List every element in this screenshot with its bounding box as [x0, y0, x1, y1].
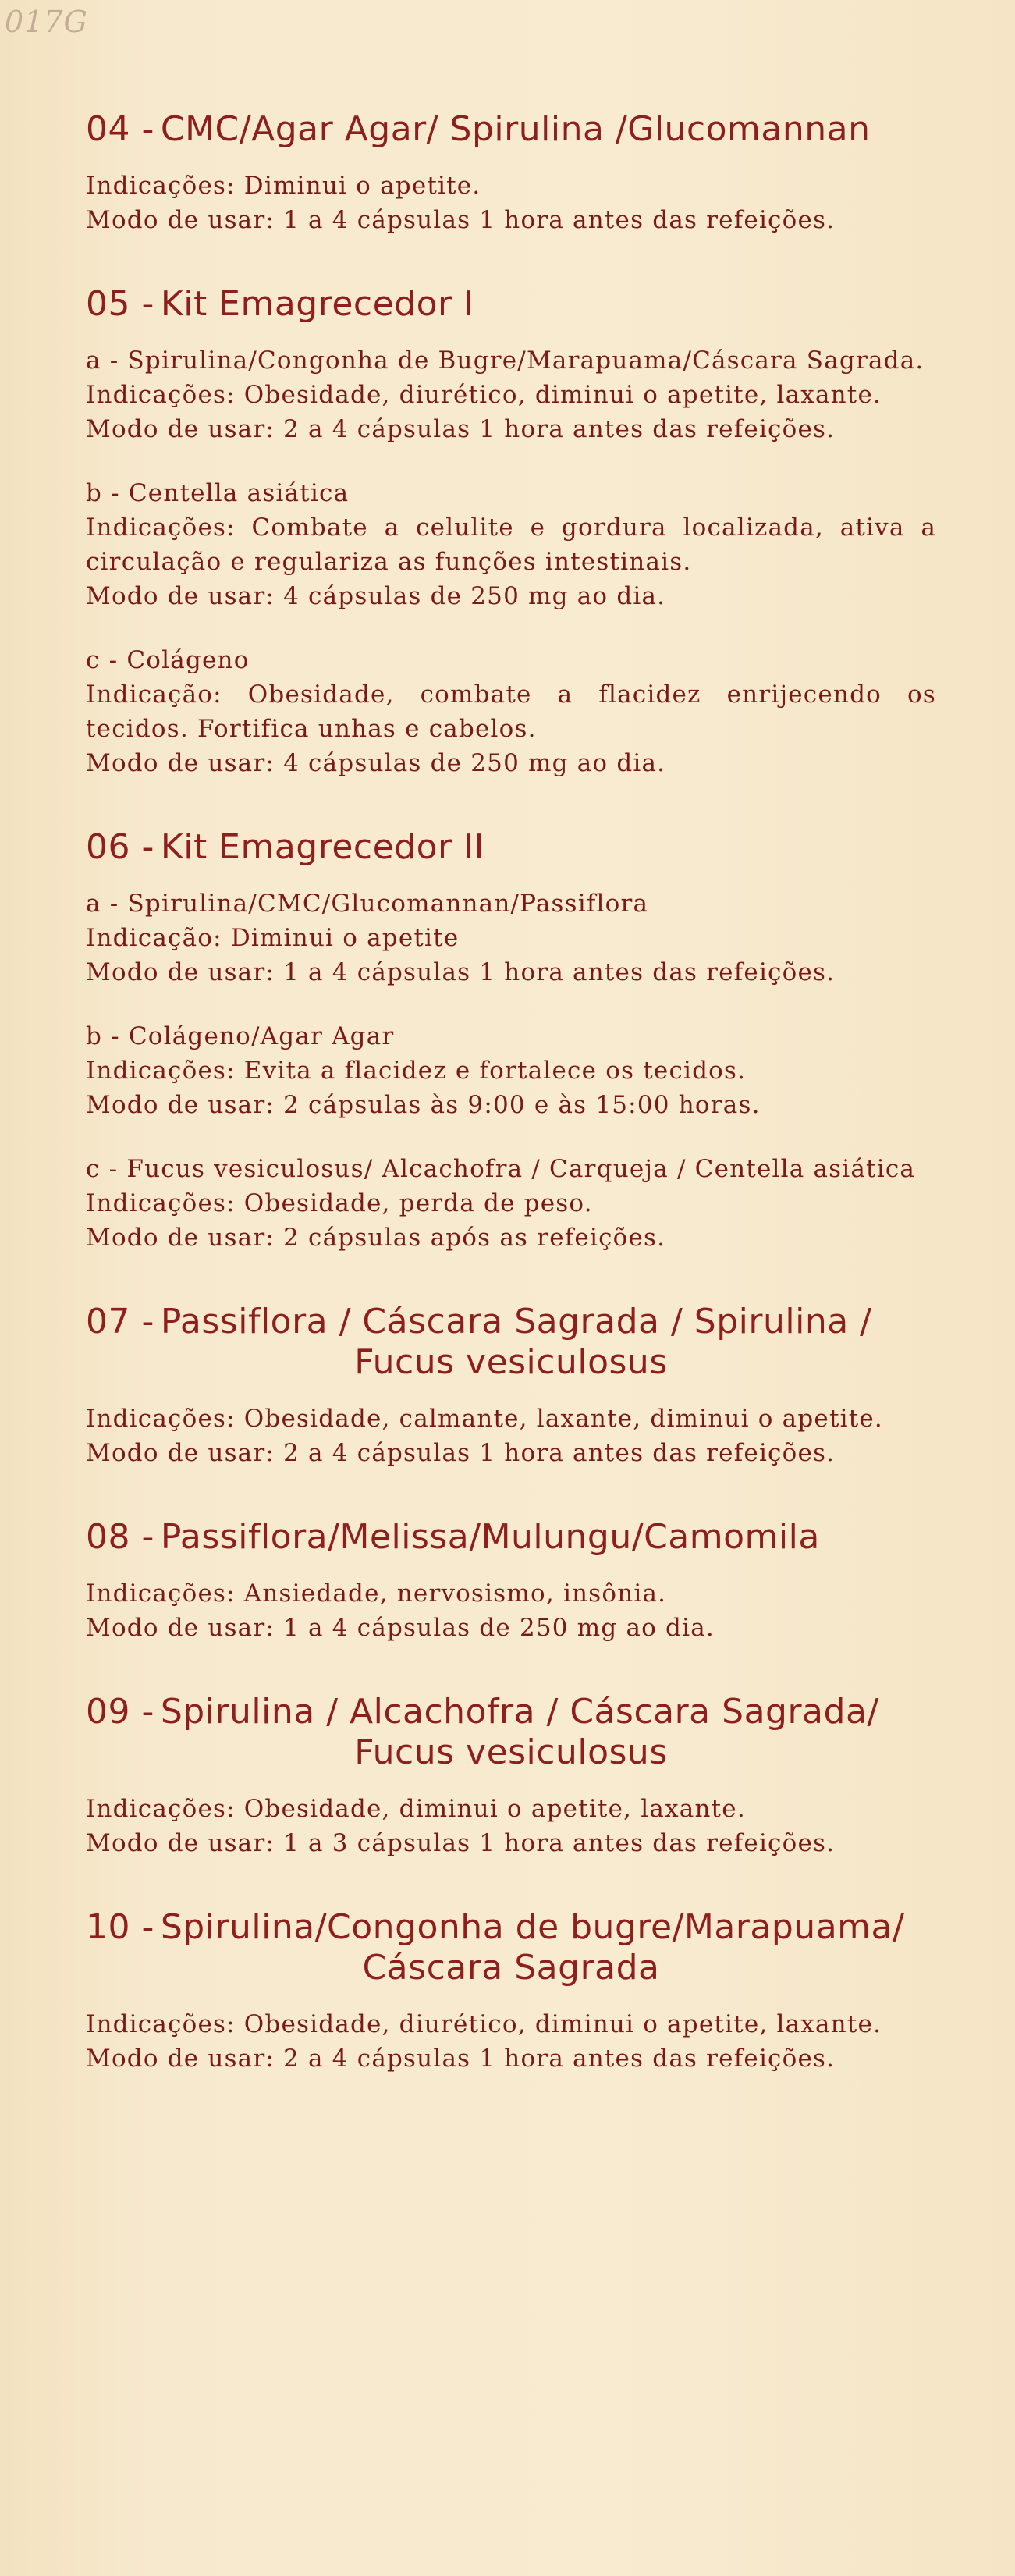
indications-text: Indicações: Obesidade, diurético, diminui o apetite, laxante. — [86, 2010, 882, 2038]
usage-text: Modo de usar: 1 a 3 cápsulas 1 hora antes das refeições. — [86, 1829, 836, 1857]
product-section — [86, 1302, 936, 1470]
product-entry — [86, 2007, 936, 2076]
section-number: 10 - — [86, 1907, 154, 1947]
item-letter: c - — [86, 1155, 119, 1183]
section-number: 05 - — [86, 284, 154, 324]
section-heading — [86, 1302, 936, 1383]
product-entry — [86, 643, 936, 780]
indications-text: Indicações: Diminui o apetite. — [86, 172, 481, 200]
usage-text: Modo de usar: 2 a 4 cápsulas 1 hora antes das refeições. — [86, 1439, 836, 1467]
usage-text: Modo de usar: 2 cápsulas às 9:00 e às 15:00 horas. — [86, 1091, 761, 1119]
indications-text: Indicação: Obesidade, combate a flacidez enrijecendo os tecidos. Fortifica unhas e cabelos. — [86, 680, 936, 743]
product-entry — [86, 1152, 936, 1255]
section-title: Spirulina/Congonha de bugre/Marapuama/ — [160, 1907, 905, 1947]
usage-text: Modo de usar: 2 a 4 cápsulas 1 hora antes das refeições. — [86, 2045, 836, 2073]
section-title: CMC/Agar Agar/ Spirulina /Glucomannan — [160, 109, 871, 149]
item-letter: b - — [86, 1022, 120, 1050]
indications-text: Indicações: Ansiedade, nervosismo, insônia. — [86, 1579, 667, 1608]
section-heading — [86, 284, 936, 325]
section-title-line2: Cáscara Sagrada — [362, 1948, 660, 1988]
product-entry — [86, 1576, 936, 1645]
product-list — [86, 109, 936, 2123]
indications-text: Indicações: Obesidade, diminui o apetite, laxante. — [86, 1795, 746, 1823]
indications-text: Indicações: Combate a celulite e gordura localizada, ativa a circulação e regulariza as funções intestinais. — [86, 513, 936, 576]
product-section — [86, 1907, 936, 2076]
product-entry — [86, 1402, 936, 1470]
section-title: Passiflora/Melissa/Mulungu/Camomila — [160, 1517, 820, 1557]
handwritten-note: 017G — [5, 5, 88, 39]
product-name-line — [86, 886, 936, 921]
product-name-line — [86, 643, 936, 677]
section-title: Kit Emagrecedor II — [160, 827, 485, 867]
item-letter: a - — [86, 346, 119, 375]
section-heading — [86, 1907, 936, 1988]
product-section — [86, 1517, 936, 1645]
section-number: 09 - — [86, 1692, 154, 1732]
product-name: Fucus vesiculosus/ Alcachofra / Carqueja / Centella asiática — [126, 1155, 916, 1183]
product-name-line — [86, 1152, 936, 1186]
section-heading — [86, 109, 936, 150]
section-title: Spirulina / Alcachofra / Cáscara Sagrada/ — [160, 1692, 879, 1732]
section-heading — [86, 1692, 936, 1773]
item-letter: c - — [86, 646, 119, 674]
product-name: Spirulina/CMC/Glucomannan/Passiflora — [127, 890, 649, 918]
section-number: 08 - — [86, 1517, 154, 1557]
product-name: Colágeno — [126, 646, 250, 674]
section-title-line2: Fucus vesiculosus — [354, 1732, 668, 1772]
product-entry — [86, 169, 936, 237]
product-entry — [86, 886, 936, 990]
product-section — [86, 284, 936, 780]
usage-text: Modo de usar: 1 a 4 cápsulas de 250 mg ao dia. — [86, 1614, 715, 1642]
usage-text: Modo de usar: 1 a 4 cápsulas 1 hora antes das refeições. — [86, 206, 836, 234]
product-entry — [86, 343, 936, 446]
product-entry — [86, 1019, 936, 1122]
product-entry — [86, 476, 936, 613]
product-name-line — [86, 476, 936, 510]
section-number: 06 - — [86, 827, 154, 867]
indications-text: Indicações: Evita a flacidez e fortalece os tecidos. — [86, 1057, 747, 1085]
indications-text: Indicação: Diminui o apetite — [86, 924, 460, 952]
section-number: 04 - — [86, 109, 154, 149]
usage-text: Modo de usar: 4 cápsulas de 250 mg ao dia. — [86, 582, 666, 610]
section-heading — [86, 827, 936, 868]
product-section — [86, 827, 936, 1255]
product-section — [86, 109, 936, 237]
product-name: Centella asiática — [128, 479, 350, 507]
usage-text: Modo de usar: 2 cápsulas após as refeições. — [86, 1224, 666, 1252]
item-letter: b - — [86, 479, 120, 507]
indications-text: Indicações: Obesidade, perda de peso. — [86, 1189, 593, 1217]
usage-text: Modo de usar: 4 cápsulas de 250 mg ao dia. — [86, 749, 666, 777]
section-title: Passiflora / Cáscara Sagrada / Spirulina / — [160, 1302, 872, 1341]
indications-text: Indicações: Obesidade, diurético, diminui o apetite, laxante. — [86, 381, 882, 409]
usage-text: Modo de usar: 1 a 4 cápsulas 1 hora antes das refeições. — [86, 958, 836, 986]
section-number: 07 - — [86, 1302, 154, 1341]
item-letter: a - — [86, 890, 119, 918]
section-title-line2: Fucus vesiculosus — [354, 1342, 668, 1382]
indications-text: Indicações: Obesidade, calmante, laxante, diminui o apetite. — [86, 1405, 883, 1433]
product-name-line — [86, 1019, 936, 1053]
product-name: Colágeno/Agar Agar — [128, 1022, 395, 1050]
product-section — [86, 1692, 936, 1860]
product-name: Spirulina/Congonha de Bugre/Marapuama/Cáscara Sagrada. — [127, 346, 925, 375]
product-name-line — [86, 343, 936, 378]
usage-text: Modo de usar: 2 a 4 cápsulas 1 hora antes das refeições. — [86, 415, 836, 443]
section-heading — [86, 1517, 936, 1558]
product-entry — [86, 1792, 936, 1860]
section-title: Kit Emagrecedor I — [160, 284, 474, 324]
